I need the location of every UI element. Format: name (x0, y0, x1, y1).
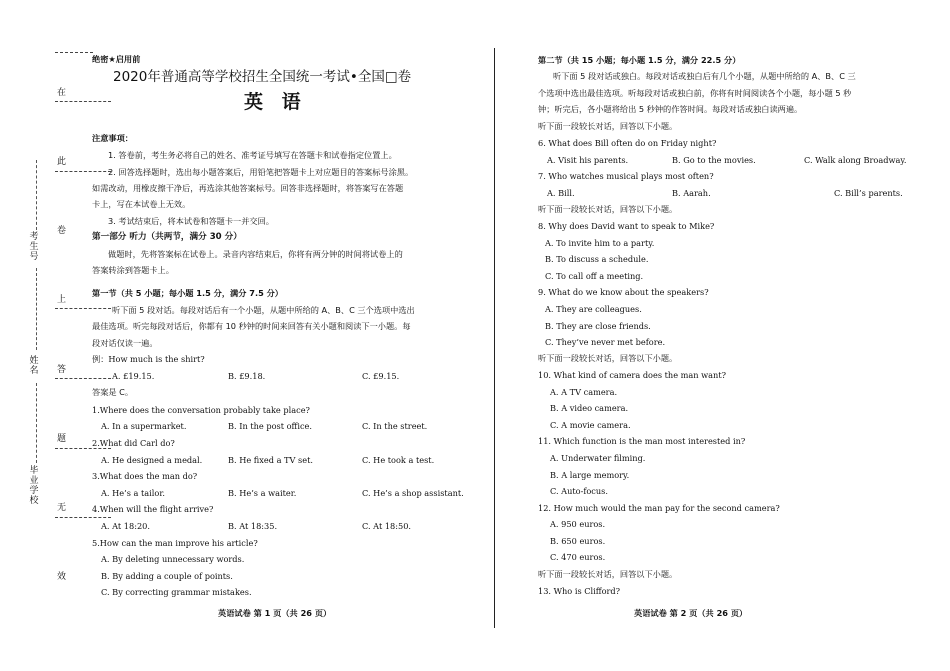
option: A. Underwater filming. (550, 453, 646, 463)
section1-desc: 段对话仅读一遍。 (92, 338, 158, 348)
option: C. Bill’s parents. (834, 188, 903, 198)
option: A. To invite him to a party. (545, 238, 655, 248)
option: C. Walk along Broadway. (804, 155, 907, 165)
option: B. At 18:35. (228, 521, 278, 531)
secret-label: 绝密★启用前 (92, 54, 141, 64)
option: C. 470 euros. (550, 552, 606, 562)
notice-line: 3. 考试结束后，将本试卷和答题卡一并交回。 (108, 216, 274, 226)
option: A. He designed a medal. (101, 455, 203, 465)
section2-heading: 第二节（共 15 小题；每小题 1.5 分，满分 22.5 分） (538, 55, 741, 65)
question-2: 2.What did Carl do? (92, 438, 175, 448)
notice-line: 如需改动，用橡皮擦干净后，再选涂其他答案标号。回答非选择题时，将答案写在答题 (92, 183, 404, 193)
seal-line (36, 160, 37, 230)
binding-dash (55, 517, 111, 518)
section2-desc: 听下面 5 段对话或独白。每段对话或独白后有几个小题，从题中所给的 A、B、C 三 (553, 71, 856, 81)
option: C. A movie camera. (550, 420, 631, 430)
binding-char: 在 (57, 88, 67, 98)
option: B. 650 euros. (550, 536, 606, 546)
seal-line (36, 268, 37, 350)
example-option: C. £9.15. (362, 371, 400, 381)
option: C. By correcting grammar mistakes. (101, 587, 252, 597)
option: A. A TV camera. (550, 387, 618, 397)
question-13: 13. Who is Clifford? (538, 586, 621, 596)
notice-line: 卡上，写在本试卷上无效。 (92, 199, 191, 209)
side-label-school: 毕业学校 (29, 466, 39, 506)
option: B. In the post office. (228, 421, 313, 431)
side-label-candidate-no: 考生号 (29, 232, 39, 262)
option: A. Visit his parents. (547, 155, 629, 165)
binding-dash (55, 378, 111, 379)
section2-desc: 个选项中选出最佳选项。听每段对话或独白前，你将有时间阅读各个小题，每小题 5 秒 (538, 88, 852, 98)
option: A. 950 euros. (550, 519, 606, 529)
binding-char: 此 (57, 157, 67, 167)
question-7: 7. Who watches musical plays most often? (538, 171, 714, 181)
subject-title: 英 语 (244, 91, 307, 113)
page-footer: 英语试卷 第 2 页（共 26 页） (634, 608, 748, 618)
option: B. A video camera. (550, 403, 629, 413)
example-answer: 答案是 C。 (92, 387, 134, 397)
option: C. To call off a meeting. (545, 271, 644, 281)
example-question: 例：How much is the shirt? (92, 354, 205, 364)
instruction: 听下面一段较长对话，回答以下小题。 (538, 353, 678, 363)
seal-line (36, 383, 37, 463)
option: A. At 18:20. (101, 521, 150, 531)
binding-dash (55, 308, 111, 309)
option: C. He’s a shop assistant. (362, 488, 464, 498)
option: B. They are close friends. (545, 321, 651, 331)
side-label-name: 姓名 (29, 356, 39, 376)
option: A. Bill. (547, 188, 575, 198)
option: A. In a supermarket. (101, 421, 187, 431)
option: C. They’ve never met before. (545, 337, 666, 347)
option: B. Go to the movies. (672, 155, 756, 165)
question-8: 8. Why does David want to speak to Mike? (538, 221, 715, 231)
notice-line: 1. 答卷前，考生务必将自己的姓名、准考证号填写在答题卡和试卷指定位置上。 (108, 150, 397, 160)
option: A. He’s a tailor. (101, 488, 165, 498)
notice-title: 注意事项： (92, 133, 133, 143)
option: B. He’s a waiter. (228, 488, 297, 498)
example-option: B. £9.18. (228, 371, 266, 381)
instruction: 听下面一段较长对话，回答以下小题。 (538, 121, 678, 131)
notice-line: 2. 回答选择题时，选出每小题答案后，用铅笔把答题卡上对应题目的答案标号涂黑。 (108, 167, 414, 177)
binding-dash (55, 52, 93, 53)
binding-char: 效 (57, 572, 67, 582)
question-1: 1.Where does the conversation probably take place? (92, 405, 310, 415)
option: B. Aarah. (672, 188, 711, 198)
section1-heading: 第一节（共 5 小题；每小题 1.5 分，满分 7.5 分） (92, 288, 283, 298)
question-9: 9. What do we know about the speakers? (538, 287, 709, 297)
question-11: 11. Which function is the man most interested in? (538, 436, 746, 446)
binding-dash (55, 171, 111, 172)
instruction: 听下面一段较长对话，回答以下小题。 (538, 569, 678, 579)
instruction: 听下面一段较长对话，回答以下小题。 (538, 204, 678, 214)
question-10: 10. What kind of camera does the man want? (538, 370, 727, 380)
binding-char: 无 (57, 503, 67, 513)
section2-desc: 钟；听完后，各小题将给出 5 秒钟的作答时间。每段对话或独白读两遍。 (538, 104, 803, 114)
binding-dash (55, 101, 111, 102)
part1-desc: 做题时，先将答案标在试卷上。录音内容结束后，你将有两分钟的时间将试卷上的 (108, 249, 403, 259)
example-option: A. £19.15. (112, 371, 155, 381)
option: B. A large memory. (550, 470, 630, 480)
question-5: 5.How can the man improve his article? (92, 538, 258, 548)
exam-title: 2020年普通高等学校招生全国统一考试•全国□卷 (113, 69, 412, 85)
option: B. By adding a couple of points. (101, 571, 233, 581)
option: C. In the street. (362, 421, 428, 431)
page-footer: 英语试卷 第 1 页（共 26 页） (218, 608, 332, 618)
part1-desc: 答案转涂到答题卡上。 (92, 265, 174, 275)
question-6: 6. What does Bill often do on Friday night? (538, 138, 717, 148)
question-12: 12. How much would the man pay for the second camera? (538, 503, 780, 513)
part1-heading: 第一部分 听力（共两节，满分 30 分） (92, 232, 242, 242)
binding-char: 题 (57, 434, 67, 444)
option: B. He fixed a TV set. (228, 455, 313, 465)
column-divider (494, 48, 495, 628)
option: C. Auto-focus. (550, 486, 608, 496)
option: A. By deleting unnecessary words. (101, 554, 245, 564)
binding-char: 答 (57, 365, 67, 375)
binding-char: 卷 (57, 226, 67, 236)
option: B. To discuss a schedule. (545, 254, 649, 264)
option: A. They are colleagues. (545, 304, 642, 314)
section1-desc: 听下面 5 段对话。每段对话后有一个小题，从题中所给的 A、B、C 三个选项中选出 (112, 305, 415, 315)
option: C. He took a test. (362, 455, 435, 465)
option: C. At 18:50. (362, 521, 412, 531)
question-3: 3.What does the man do? (92, 471, 198, 481)
question-4: 4.When will the flight arrive? (92, 504, 214, 514)
section1-desc: 最佳选项。听完每段对话后，你都有 10 秒钟的时间来回答有关小题和阅读下一小题。每 (92, 321, 411, 331)
binding-char: 上 (57, 295, 67, 305)
